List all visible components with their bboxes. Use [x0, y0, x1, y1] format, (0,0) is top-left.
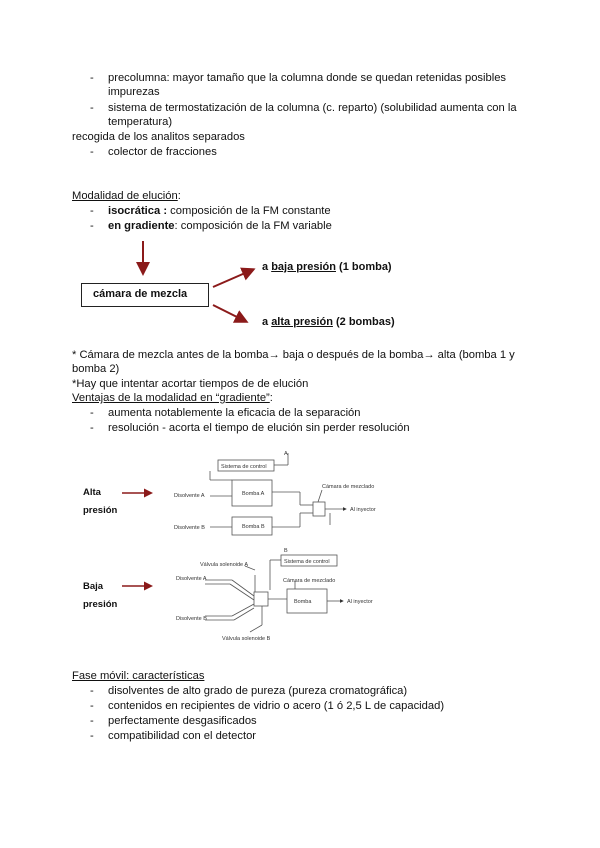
- mode-isocratic-desc: composición de la FM constante: [167, 205, 331, 217]
- list-dash: -: [90, 102, 94, 114]
- high-side-line1: Alta: [83, 487, 101, 498]
- list-dash: -: [90, 685, 94, 697]
- termostatizacion-line2: temperatura): [108, 116, 173, 128]
- elution-heading-colon: :: [177, 190, 181, 202]
- high-suffix: (2 bombas): [332, 316, 395, 328]
- list-dash: -: [90, 715, 94, 727]
- note1-line1: * Cámara de mezcla antes de la bomba→ baja o después de la bomba→ alta (bomba 1 y: [72, 349, 515, 361]
- high-solvent-b-label: Disolvente B: [174, 525, 205, 531]
- low-valve-box: [254, 592, 268, 606]
- low-pump-label: Bomba: [294, 599, 312, 605]
- mobile-phase-degassed: perfectamente desgasificados: [108, 715, 257, 727]
- list-dash: -: [90, 72, 94, 84]
- low-suffix: (1 bomba): [335, 261, 392, 273]
- high-control-label: Sistema de control: [221, 464, 267, 470]
- advantages-heading-colon: :: [269, 392, 273, 404]
- list-dash: -: [90, 146, 94, 158]
- note2: *Hay que intentar acortar tiempos de de elución: [72, 378, 309, 390]
- termostatizacion-line1: sistema de termostatización de la columna (c. reparto) (solubilidad aumenta con la: [108, 102, 517, 114]
- mobile-phase-purity: disolventes de alto grado de pureza (pureza cromatográfica): [108, 685, 408, 697]
- low-solvent-b-label: Disolvente B: [176, 616, 207, 622]
- mobile-phase-containers: contenidos en recipientes de vidrio o acero (1 ó 2,5 L de capacidad): [108, 700, 445, 712]
- list-dash: -: [90, 220, 94, 232]
- low-valve-a-label: Válvula solenoide A: [200, 562, 249, 568]
- low-underlined: baja presión: [271, 261, 336, 273]
- high-letter: A: [284, 451, 288, 457]
- mobile-phase-heading: Fase móvil: características: [72, 670, 205, 682]
- list-dash: -: [90, 700, 94, 712]
- low-side-line1: Baja: [83, 581, 104, 592]
- collector-text: colector de fracciones: [108, 146, 217, 158]
- high-underlined: alta presión: [271, 316, 333, 328]
- recogida-text: recogida de los analitos separados: [72, 131, 245, 143]
- high-chamber-label: Cámara de mezclado: [322, 484, 375, 490]
- high-injector-label: Al inyector: [350, 507, 376, 513]
- mode-isocratic-term: isocrática :: [108, 205, 168, 217]
- low-side-line2: presión: [83, 599, 118, 610]
- high-pump-a-label: Bomba A: [242, 491, 265, 497]
- high-prefix: a: [262, 316, 272, 328]
- high-solvent-a-label: Disolvente A: [174, 493, 205, 499]
- elution-heading-text: Modalidad de elución: [72, 190, 178, 202]
- low-valve-b-label: Válvula solenoide B: [222, 636, 271, 642]
- note1-line2: bomba 2): [72, 363, 120, 375]
- advantage-resolution: resolución - acorta el tiempo de elución sin perder resolución: [108, 422, 410, 434]
- high-pump-b-label: Bomba B: [242, 524, 265, 530]
- low-injector-label: Al inyector: [347, 599, 373, 605]
- precolumna-line1: precolumna: mayor tamaño que la columna donde se quedan retenidas posibles: [108, 72, 507, 84]
- mode-gradient-desc: : composición de la FM variable: [174, 220, 332, 232]
- list-dash: -: [90, 205, 94, 217]
- mode-gradient-term: en gradiente: [108, 220, 175, 232]
- mobile-phase-detector: compatibilidad con el detector: [108, 730, 257, 742]
- low-solvent-a-label: Disolvente A: [176, 576, 207, 582]
- high-mixing-chamber-box: [313, 502, 325, 516]
- low-control-label: Sistema de control: [284, 559, 330, 565]
- low-prefix: a: [262, 261, 272, 273]
- mixing-chamber-label: cámara de mezcla: [93, 288, 188, 300]
- list-dash: -: [90, 422, 94, 434]
- low-chamber-label: Cámara de mezclado: [283, 578, 336, 584]
- advantages-heading-text: Ventajas de la modalidad en “gradiente”: [72, 392, 270, 404]
- advantage-efficiency: aumenta notablemente la eficacia de la separación: [108, 407, 361, 419]
- low-letter: B: [284, 548, 288, 554]
- precolumna-line2: impurezas: [108, 86, 160, 98]
- list-dash: -: [90, 407, 94, 419]
- list-dash: -: [90, 730, 94, 742]
- high-side-line2: presión: [83, 505, 118, 516]
